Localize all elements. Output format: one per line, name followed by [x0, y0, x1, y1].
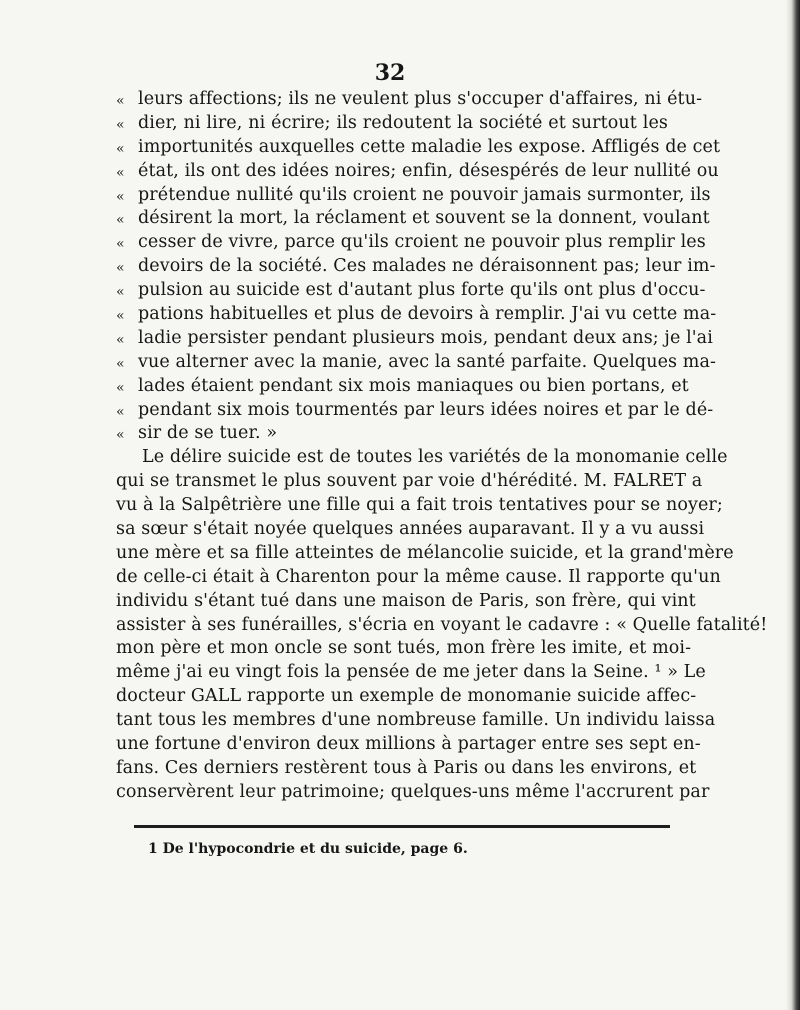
- text-line: [116, 590, 696, 614]
- text-line: [116, 184, 711, 208]
- line-text: docteur GALL rapporte un exemple de monomanie suicide affec-: [116, 686, 697, 707]
- text-line: [116, 231, 706, 255]
- line-text: prétendue nullité qu'ils croient ne pouvoir jamais surmonter, ils: [138, 184, 711, 205]
- quote-mark: «: [116, 379, 125, 396]
- text-line: [116, 136, 721, 160]
- quote-mark: «: [116, 284, 125, 301]
- quote-mark: «: [116, 212, 125, 229]
- line-text: dier, ni lire, ni écrire; ils redoutent la société et surtout les: [138, 112, 668, 133]
- line-text: vu à la Salpêtrière une fille qui a fait trois tentatives pour se noyer;: [116, 495, 723, 516]
- text-line: [116, 661, 706, 685]
- quote-mark: «: [116, 331, 125, 348]
- page-number: 32: [374, 60, 406, 86]
- text-line: [116, 160, 719, 184]
- quote-mark: «: [116, 164, 125, 181]
- quote-mark: «: [116, 355, 125, 372]
- text-line: [116, 303, 717, 327]
- line-text: sir de se tuer. »: [138, 423, 278, 444]
- quote-mark: «: [116, 427, 125, 444]
- text-line: [116, 566, 721, 590]
- line-text: assister à ses funérailles, s'écria en voyant le cadavre : « Quelle fatalité!: [116, 614, 768, 635]
- line-text: même j'ai eu vingt fois la pensée de me jeter dans la Seine. ¹ » Le: [116, 662, 706, 683]
- line-text: lades étaient pendant six mois maniaques ou bien portans, et: [138, 375, 689, 396]
- text-line: [116, 494, 723, 518]
- quote-mark: «: [116, 140, 125, 157]
- line-text: vue alterner avec la manie, avec la santé parfaite. Quelques ma-: [138, 351, 717, 372]
- line-text: ladie persister pendant plusieurs mois, pendant deux ans; je l'ai: [138, 327, 713, 348]
- line-text: cesser de vivre, parce qu'ils croient ne pouvoir plus remplir les: [138, 232, 706, 253]
- footnote-rule: [134, 825, 670, 828]
- quote-mark: «: [116, 403, 125, 420]
- line-text: tant tous les membres d'une nombreuse famille. Un individu laissa: [116, 710, 716, 731]
- line-text: pendant six mois tourmentés par leurs idées noires et par le dé-: [138, 399, 714, 420]
- quote-mark: «: [116, 308, 125, 325]
- text-line: [116, 614, 768, 638]
- text-line: [116, 88, 703, 112]
- text-line: [116, 637, 692, 661]
- line-text: mon père et mon oncle se sont tués, mon frère les imite, et moi-: [116, 638, 692, 659]
- line-text: individu s'étant tué dans une maison de Paris, son frère, qui vint: [116, 590, 696, 611]
- line-text: pations habituelles et plus de devoirs à remplir. J'ai vu cette ma-: [138, 304, 717, 325]
- line-text: leurs affections; ils ne veulent plus s'occuper d'affaires, ni étu-: [138, 89, 703, 109]
- quote-mark: «: [116, 93, 125, 109]
- text-line: [116, 255, 716, 279]
- text-line: [116, 399, 714, 423]
- line-text: importunités auxquelles cette maladie les expose. Affligés de cet: [138, 136, 721, 157]
- text-line: [116, 207, 710, 231]
- text-line: [116, 709, 716, 733]
- line-text: désirent la mort, la réclament et souvent se la donnent, voulant: [138, 208, 710, 229]
- text-line: [116, 542, 734, 566]
- line-text: de celle-ci était à Charenton pour la même cause. Il rapporte qu'un: [116, 566, 721, 587]
- text-line: [116, 757, 697, 781]
- body-text: [116, 88, 768, 805]
- line-text: conservèrent leur patrimoine; quelques-uns même l'accrurent par: [116, 781, 710, 802]
- text-line: [116, 327, 713, 351]
- line-text: fans. Ces derniers restèrent tous à Paris ou dans les environs, et: [116, 757, 697, 778]
- line-text: qui se transmet le plus souvent par voie d'hérédité. M. FALRET a: [116, 471, 703, 492]
- footnote: 1 De l'hypocondrie et du suicide, page 6.: [148, 841, 468, 857]
- text-line: [116, 518, 705, 542]
- text-line: [116, 446, 728, 470]
- line-text: une fortune d'environ deux millions à partager entre ses sept en-: [116, 734, 701, 755]
- text-line: [116, 112, 668, 136]
- line-text: une mère et sa fille atteintes de mélancolie suicide, et la grand'mère: [116, 542, 734, 563]
- line-text: état, ils ont des idées noires; enfin, désespérés de leur nullité ou: [138, 160, 719, 181]
- quote-mark: «: [116, 236, 125, 253]
- text-line: [116, 279, 706, 303]
- quote-mark: «: [116, 188, 125, 205]
- line-text: sa sœur s'était noyée quelques années auparavant. Il y a vu aussi: [116, 519, 705, 540]
- text-line: [116, 375, 689, 399]
- line-text: devoirs de la société. Ces malades ne déraisonnent pas; leur im-: [138, 256, 716, 277]
- page-edge-shadow: [786, 0, 800, 1010]
- text-line: [116, 733, 701, 757]
- text-line: [116, 351, 717, 375]
- quote-mark: «: [116, 116, 125, 133]
- quote-mark: «: [116, 260, 125, 277]
- line-text: pulsion au suicide est d'autant plus forte qu'ils ont plus d'occu-: [138, 280, 706, 301]
- text-line: [116, 470, 703, 494]
- line-text: Le délire suicide est de toutes les variétés de la monomanie celle: [142, 447, 728, 468]
- text-line: [116, 781, 710, 805]
- text-line: [116, 685, 697, 709]
- text-line: [116, 422, 668, 446]
